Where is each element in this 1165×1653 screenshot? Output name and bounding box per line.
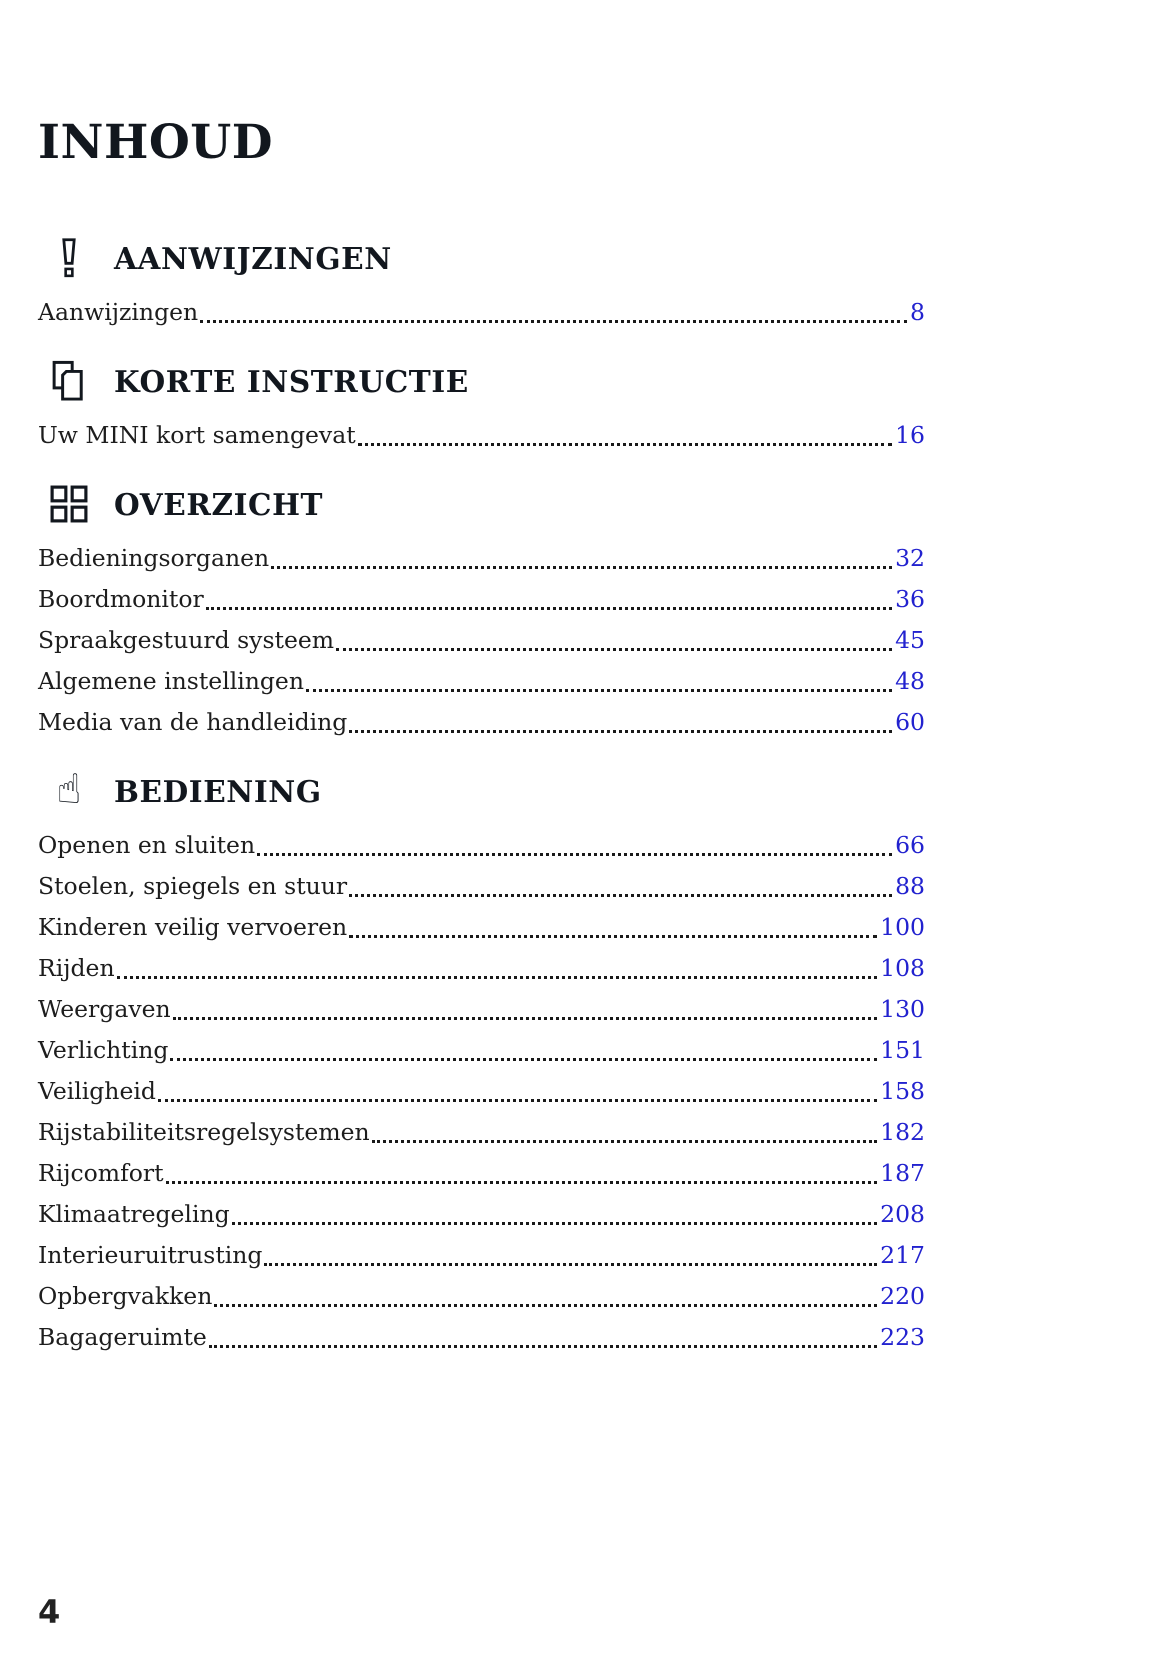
toc-entry-page-number[interactable]: 60: [895, 708, 925, 737]
toc-entry-label: Media van de handleiding: [38, 708, 348, 737]
dot-leader: [255, 825, 895, 866]
toc-entry[interactable]: [38, 1235, 925, 1276]
dot-leader: [334, 620, 895, 661]
section-entries: [38, 825, 925, 1358]
toc-entry[interactable]: [38, 866, 925, 907]
toc-entry-page-number[interactable]: 66: [895, 831, 925, 860]
toc-entry-label: Rijden: [38, 954, 115, 983]
toc-entry-label: Veiligheid: [38, 1077, 156, 1106]
toc-entry[interactable]: [38, 1276, 925, 1317]
page-title: INHOUD: [38, 115, 274, 170]
toc-entry-label: Rijcomfort: [38, 1159, 164, 1188]
toc-entry[interactable]: [38, 620, 925, 661]
toc-entry[interactable]: [38, 1112, 925, 1153]
toc-entry-label: Aanwijzingen: [38, 298, 199, 327]
toc-entry-page-number[interactable]: 45: [895, 626, 925, 655]
toc-entry[interactable]: [38, 292, 925, 333]
toc-entry[interactable]: [38, 1071, 925, 1112]
toc-entry-label: Weergaven: [38, 995, 171, 1024]
section-title: AANWIJZINGEN: [114, 240, 392, 276]
dot-leader: [198, 292, 910, 333]
toc-entry-page-number[interactable]: 8: [910, 298, 925, 327]
toc-entry-page-number[interactable]: 88: [895, 872, 925, 901]
dot-leader: [356, 415, 895, 456]
toc-entry-label: Uw MINI kort samengevat: [38, 421, 356, 450]
dot-leader: [207, 1317, 880, 1358]
toc-entry-page-number[interactable]: 108: [880, 954, 925, 983]
exclamation-icon: [49, 238, 89, 278]
toc-entry[interactable]: [38, 538, 925, 579]
toc-entry-label: Interieuruitrusting: [38, 1241, 263, 1270]
toc-entry-page-number[interactable]: 217: [880, 1241, 925, 1270]
toc-entry-label: Spraakgestuurd systeem: [38, 626, 335, 655]
dot-leader: [304, 661, 895, 702]
toc-entry-page-number[interactable]: 32: [895, 544, 925, 573]
toc-entry-page-number[interactable]: 158: [880, 1077, 925, 1106]
toc-entry-page-number[interactable]: 223: [880, 1323, 925, 1352]
toc-entry-page-number[interactable]: 130: [880, 995, 925, 1024]
toc-entry[interactable]: [38, 1317, 925, 1358]
toc-entry-label: Kinderen veilig vervoeren: [38, 913, 348, 942]
toc-entry[interactable]: [38, 989, 925, 1030]
dot-leader: [347, 702, 895, 743]
toc-entry[interactable]: [38, 661, 925, 702]
toc-entry-page-number[interactable]: 100: [880, 913, 925, 942]
section-header: [38, 482, 925, 526]
toc-entry-page-number[interactable]: 182: [880, 1118, 925, 1147]
dot-leader: [115, 948, 881, 989]
toc-entry-page-number[interactable]: 16: [895, 421, 925, 450]
footer-page-number: 4: [38, 1593, 61, 1631]
toc-entry-label: Algemene instellingen: [38, 667, 304, 696]
dot-leader: [347, 866, 895, 907]
section-header: [38, 764, 925, 813]
dot-leader: [168, 1030, 880, 1071]
toc-entry-label: Stoelen, spiegels en stuur: [38, 872, 348, 901]
section-entries: [38, 292, 925, 333]
toc-section: [38, 482, 925, 743]
dot-leader: [212, 1276, 880, 1317]
toc-sections: [38, 236, 925, 1358]
dot-leader: [171, 989, 880, 1030]
toc-entry-page-number[interactable]: 220: [880, 1282, 925, 1311]
toc-entry[interactable]: [38, 825, 925, 866]
toc-entry[interactable]: [38, 579, 925, 620]
section-header: [38, 236, 925, 280]
section-title: OVERZICHT: [114, 486, 324, 522]
toc-entry[interactable]: [38, 1194, 925, 1235]
toc-section: [38, 764, 925, 1358]
toc-entry-label: Openen en sluiten: [38, 831, 256, 860]
dot-leader: [230, 1194, 881, 1235]
section-entries: [38, 415, 925, 456]
dot-leader: [269, 538, 895, 579]
toc-section: [38, 236, 925, 333]
toc-section: [38, 359, 925, 456]
dot-leader: [156, 1071, 880, 1112]
toc-entry-label: Opbergvakken: [38, 1282, 213, 1311]
toc-entry[interactable]: [38, 415, 925, 456]
toc-entry-page-number[interactable]: 151: [880, 1036, 925, 1065]
section-entries: [38, 538, 925, 743]
toc-entry[interactable]: [38, 1153, 925, 1194]
toc-entry[interactable]: [38, 702, 925, 743]
toc-entry-label: Rijstabiliteitsregelsystemen: [38, 1118, 370, 1147]
toc-entry-label: Boordmonitor: [38, 585, 204, 614]
toc-entry-label: Bagageruimte: [38, 1323, 207, 1352]
toc-entry-page-number[interactable]: 187: [880, 1159, 925, 1188]
toc-entry-label: Verlichting: [38, 1036, 169, 1065]
dot-leader: [204, 579, 895, 620]
toc-entry-label: Bedieningsorganen: [38, 544, 270, 573]
toc-entry-page-number[interactable]: 208: [880, 1200, 925, 1229]
toc-entry[interactable]: [38, 1030, 925, 1071]
toc-entry-page-number[interactable]: 48: [895, 667, 925, 696]
toc-entry-label: Klimaatregeling: [38, 1200, 230, 1229]
toc-entry-page-number[interactable]: 36: [895, 585, 925, 614]
section-header: [38, 359, 925, 403]
dot-leader: [164, 1153, 881, 1194]
copy-pages-icon: [49, 360, 89, 402]
section-title: KORTE INSTRUCTIE: [114, 363, 469, 399]
grid-icon: [49, 485, 89, 523]
pointing-hand-icon: ☝: [56, 764, 82, 813]
dot-leader: [262, 1235, 880, 1276]
dot-leader: [370, 1112, 880, 1153]
toc-entry[interactable]: [38, 907, 925, 948]
toc-entry[interactable]: [38, 948, 925, 989]
dot-leader: [347, 907, 880, 948]
section-title: BEDIENING: [114, 773, 322, 809]
